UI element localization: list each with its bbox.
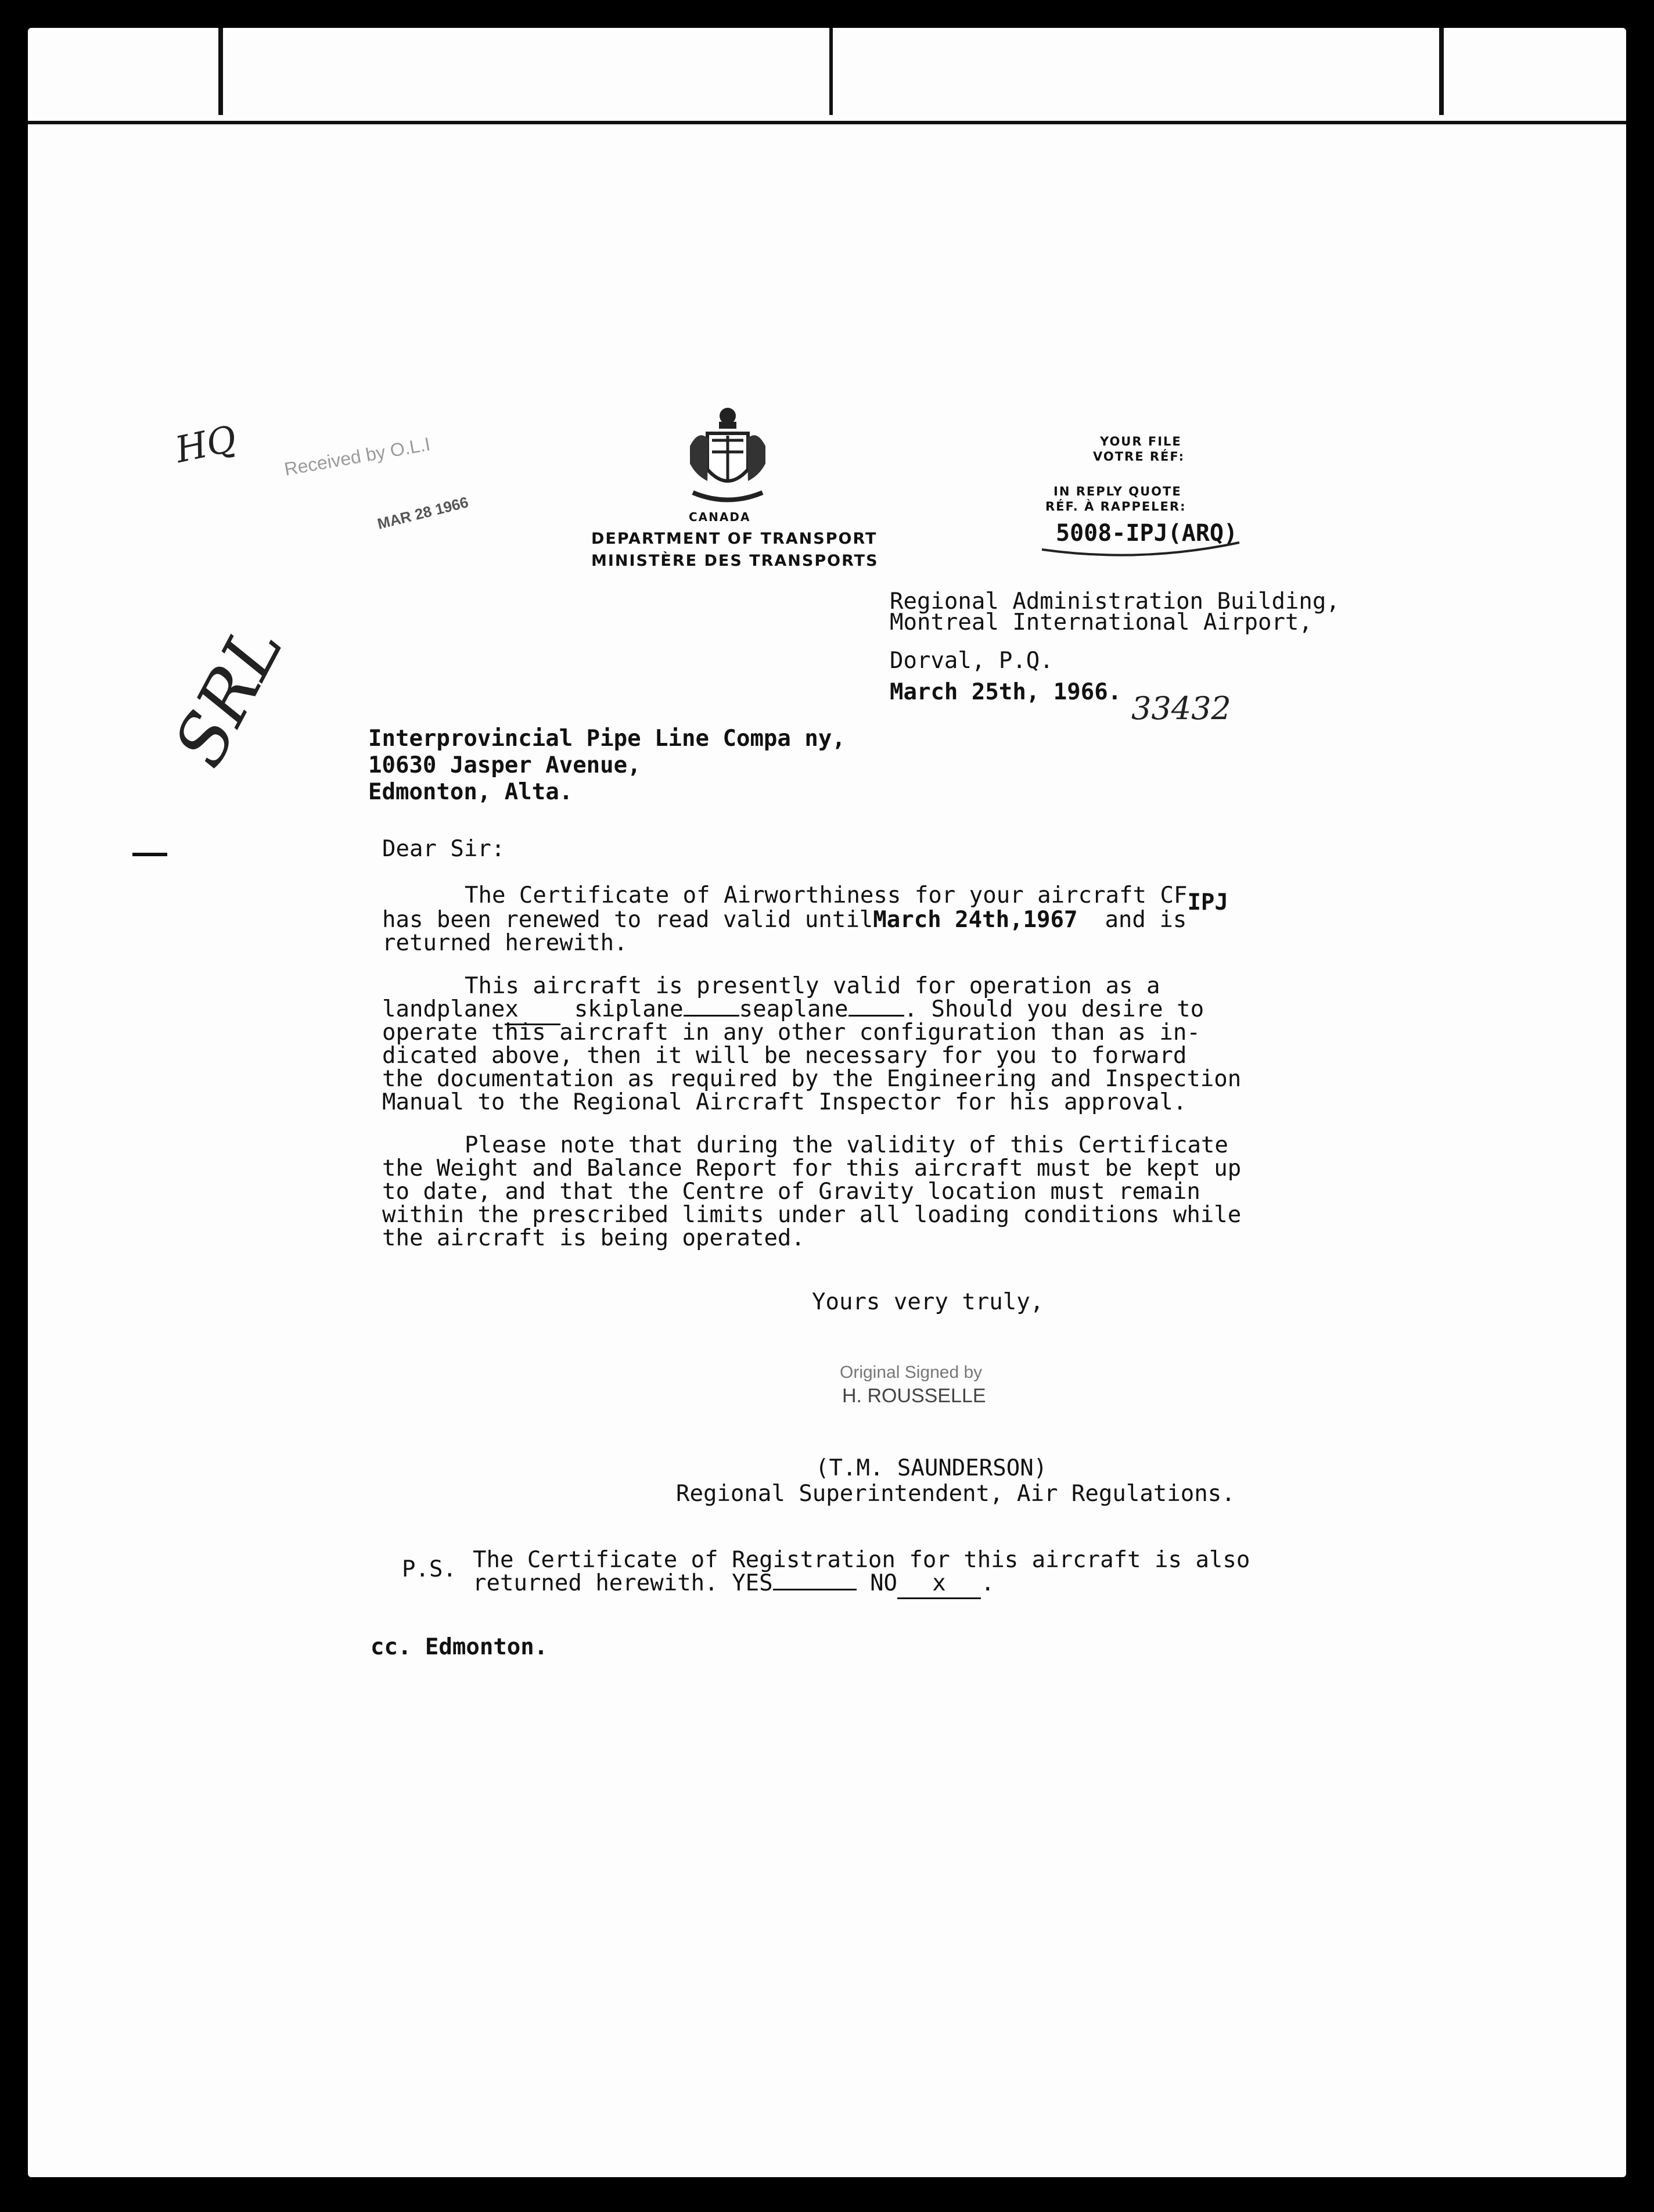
sender-address-line1: Regional Administration Building,: [890, 588, 1340, 615]
landplane-label: landplane: [382, 996, 505, 1022]
received-stamp: Received by O.L.I: [282, 433, 432, 480]
letterhead-dept-fr: MINISTÈRE DES TRANSPORTS: [591, 552, 879, 570]
no-mark: x: [932, 1570, 946, 1596]
center-fold-mark: [829, 28, 833, 115]
skiplane-label: skiplane: [574, 996, 684, 1022]
skiplane-blank: [684, 1015, 739, 1017]
p1-text-c: and is: [1105, 907, 1187, 933]
seaplane-blank: [848, 1015, 904, 1017]
valediction: Yours very truly,: [812, 1289, 1044, 1315]
landplane-mark: x: [505, 996, 519, 1022]
postscript-text: returned herewith.: [473, 1570, 718, 1596]
reply-quote-label-fr: RÉF. À RAPPELER:: [1045, 500, 1186, 514]
recipient-line2: 10630 Jasper Avenue,: [368, 752, 641, 778]
paragraph1-line1: [465, 882, 1228, 915]
paragraph3-line4: within the prescribed limits under all loading conditions while: [382, 1202, 1242, 1228]
hq-handwritten-note: HQ: [171, 416, 240, 472]
your-file-label-fr: VOTRE RÉF:: [1093, 450, 1185, 464]
paragraph3-line3: to date, and that the Centre of Gravity location must remain: [382, 1179, 1200, 1205]
your-file-label-en: YOUR FILE: [1100, 435, 1182, 448]
initials-handwritten: SRL: [159, 612, 299, 780]
p2-text-b: . Should you desire to: [904, 996, 1204, 1022]
recipient-line3: Edmonton, Alta.: [368, 779, 573, 805]
yes-blank: [773, 1589, 857, 1590]
top-edge-divider: [28, 121, 1626, 124]
letterhead-country: CANADA: [689, 510, 751, 524]
sender-address-line2: Montreal International Airport,: [890, 609, 1313, 635]
letterhead-dept-en: DEPARTMENT OF TRANSPORT: [591, 530, 878, 548]
letter-date: March 25th, 1966.: [890, 679, 1122, 705]
p1-text-b: has been renewed to read valid until: [382, 907, 873, 933]
paragraph3-line2: the Weight and Balance Report for this aircraft must be kept up: [382, 1155, 1242, 1182]
document-page: [28, 28, 1626, 2177]
file-stamp-number: 33432: [1131, 690, 1231, 727]
seaplane-label: seaplane: [739, 996, 848, 1022]
signed-stamp-line1: Original Signed by: [840, 1363, 983, 1382]
paragraph2-line5: the documentation as required by the Engineering and Inspection: [382, 1066, 1242, 1092]
postscript-end: .: [981, 1570, 995, 1596]
paragraph1-line3: returned herewith.: [382, 930, 628, 956]
right-fold-mark: [1439, 28, 1444, 115]
carbon-copy: cc. Edmonton.: [371, 1634, 548, 1660]
postscript-line2: [473, 1570, 995, 1599]
signatory-name: (T.M. SAUNDERSON): [815, 1455, 1048, 1481]
salutation: Dear Sir:: [382, 836, 505, 862]
received-stamp-date: MAR 28 1966: [375, 493, 470, 533]
paragraph3-line5: the aircraft is being operated.: [382, 1225, 805, 1251]
no-blank: [897, 1570, 981, 1599]
postscript-line1: The Certificate of Registration for this aircraft is also: [473, 1547, 1250, 1573]
postscript-label: P.S.: [402, 1556, 456, 1582]
signatory-title: Regional Superintendent, Air Regulations.: [676, 1481, 1235, 1507]
file-number-circle-mark: [1036, 514, 1245, 560]
coat-of-arms-icon: [684, 405, 771, 510]
left-fold-mark: [218, 28, 223, 115]
paragraph2-line4: dicated above, then it will be necessary for you to forward: [382, 1043, 1187, 1069]
yes-label: YES: [732, 1570, 773, 1596]
sender-address-line3: Dorval, P.Q.: [890, 648, 1053, 674]
p1-text-a: The Certificate of Airworthiness for your aircraft CF: [465, 882, 1188, 909]
signed-stamp-line2: H. ROUSSELLE: [842, 1385, 986, 1407]
aircraft-registration: IPJ: [1187, 889, 1228, 915]
margin-dash: [132, 853, 167, 856]
recipient-line1: Interprovincial Pipe Line Compa ny,: [368, 726, 846, 752]
paragraph2-line3: operate this aircraft in any other configuration than as in-: [382, 1019, 1200, 1046]
paragraph3-line1: Please note that during the validity of this Certificate: [465, 1132, 1228, 1158]
reference-file-number: 5008-IPJ(ARQ): [1056, 520, 1238, 547]
no-label: NO: [870, 1570, 898, 1596]
valid-until-date: March 24th,1967: [873, 907, 1078, 933]
paragraph2-line6: Manual to the Regional Aircraft Inspector for his approval.: [382, 1089, 1187, 1115]
paragraph2-line1: This aircraft is presently valid for operation as a: [465, 973, 1160, 999]
reply-quote-label-en: IN REPLY QUOTE: [1053, 484, 1182, 498]
